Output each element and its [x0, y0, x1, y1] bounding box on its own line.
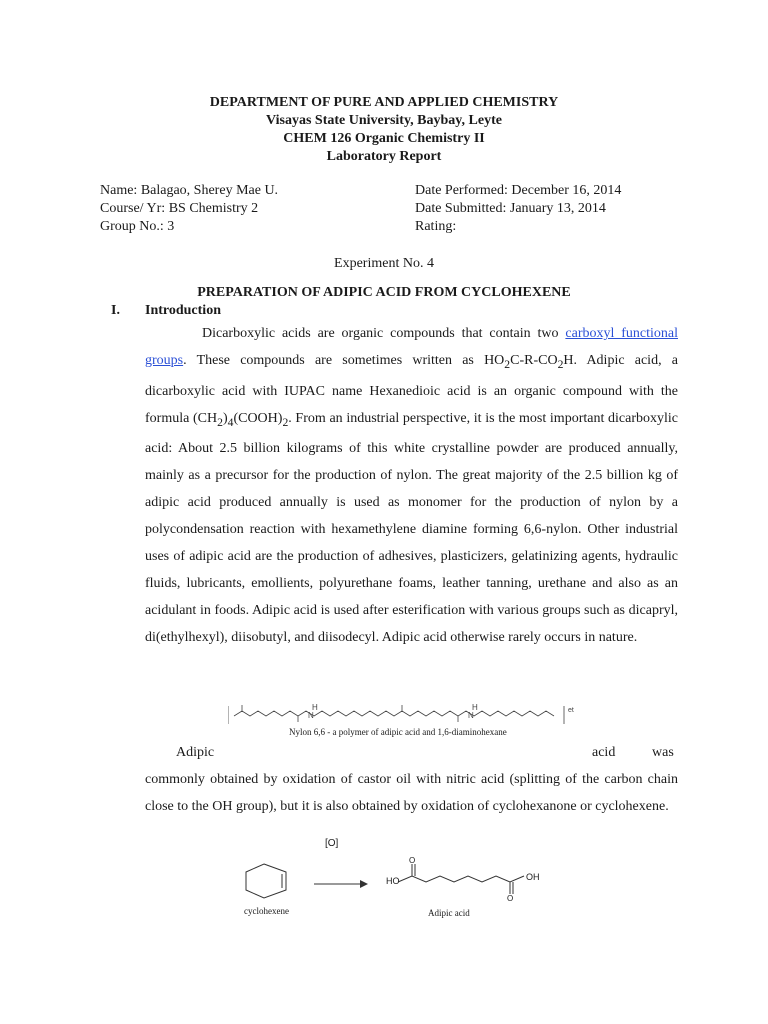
nylon-caption: Nylon 6,6 - a polymer of adipic acid and 1,6-diaminohexane — [289, 727, 507, 737]
para2-word3: was — [652, 745, 674, 760]
date-submitted: Date Submitted: January 13, 2014 — [415, 201, 606, 216]
intro-paragraph: Dicarboxylic acids are organic compounds that contain two carboxyl functional groups. These compounds are sometimes written as $HO_2C-R-CO_2H$. Adipic acid, a dicarboxylic acid with IUPAC name Hexanedioic acid is an organic compound with the formula $(CH_2)_4(COOH)_2$. From an industrial perspective, it is the most important dicarboxylic acid: About 2.5 billion kilograms of this white crystalline powder are produced annually, mainly as a precursor for the production of nylon. The great majority of the 2.5 billion kg of adipic acid produced annually is used as monomer for the production of nylon by a polycondensation reaction with hexamethylene diamine forming 6,6-nylon. Other industrial uses of adipic acid are the production of adhesives, plasticizers, gelatinizing agents, hydraulic fluids, lubricants, emollients, polyurethane foams, leather tanning, urethane and also as an acidulant in foods. Adipic acid is used after esterification with various groups such as dicapryl, di(ethylhexyl), diisobutyl, and diisodecyl. Adipic acid otherwise rarely occurs in nature. — [145, 326, 678, 645]
rating: Rating: — [415, 219, 457, 234]
svg-text:H: H — [312, 703, 318, 712]
carbonyl-o-2: O — [507, 894, 514, 903]
para2-word2: acid — [592, 745, 616, 760]
report-type: Laboratory Report — [326, 149, 442, 164]
department-title: DEPARTMENT OF PURE AND APPLIED CHEMISTRY — [209, 95, 559, 110]
reaction-scheme — [240, 858, 570, 910]
section-title: Introduction — [145, 303, 221, 318]
group-number: Group No.: 3 — [100, 219, 175, 234]
cyclohexene-ring — [246, 864, 286, 898]
ho-label: HO — [386, 876, 400, 886]
para2-body: commonly obtained by oxidation of castor oil with nitric acid (splitting of the carbon chain close to the OH group), but it is also obtained by oxidation of cyclohexanone or cyclohexene. — [145, 772, 678, 814]
para2-word1: Adipic — [176, 745, 215, 760]
svg-text:et: et — [568, 707, 574, 714]
svg-text:H: H — [472, 703, 478, 712]
carboxyl-link[interactable]: carboxyl functional groups — [145, 326, 678, 368]
nylon-structure — [228, 700, 588, 728]
section-number: I. — [111, 303, 120, 318]
student-name: Name: Balagao, Sherey Mae U. — [100, 183, 279, 198]
adipic-acid-label: Adipic acid — [428, 908, 470, 918]
experiment-title: PREPARATION OF ADIPIC ACID FROM CYCLOHEXENE — [197, 285, 571, 300]
cyclohexene-label: cyclohexene — [244, 906, 289, 916]
svg-text:N: N — [468, 711, 474, 720]
reagent-label: [O] — [325, 838, 339, 849]
course-title: CHEM 126 Organic Chemistry II — [283, 131, 485, 146]
university-name: Visayas State University, Baybay, Leyte — [266, 113, 502, 128]
date-performed: Date Performed: December 16, 2014 — [415, 183, 622, 198]
experiment-number: Experiment No. 4 — [334, 256, 434, 271]
oh-label: OH — [526, 872, 540, 882]
svg-text:N: N — [308, 711, 314, 720]
carbonyl-o-1: O — [409, 856, 416, 865]
course-year: Course/ Yr: BS Chemistry 2 — [100, 201, 259, 216]
